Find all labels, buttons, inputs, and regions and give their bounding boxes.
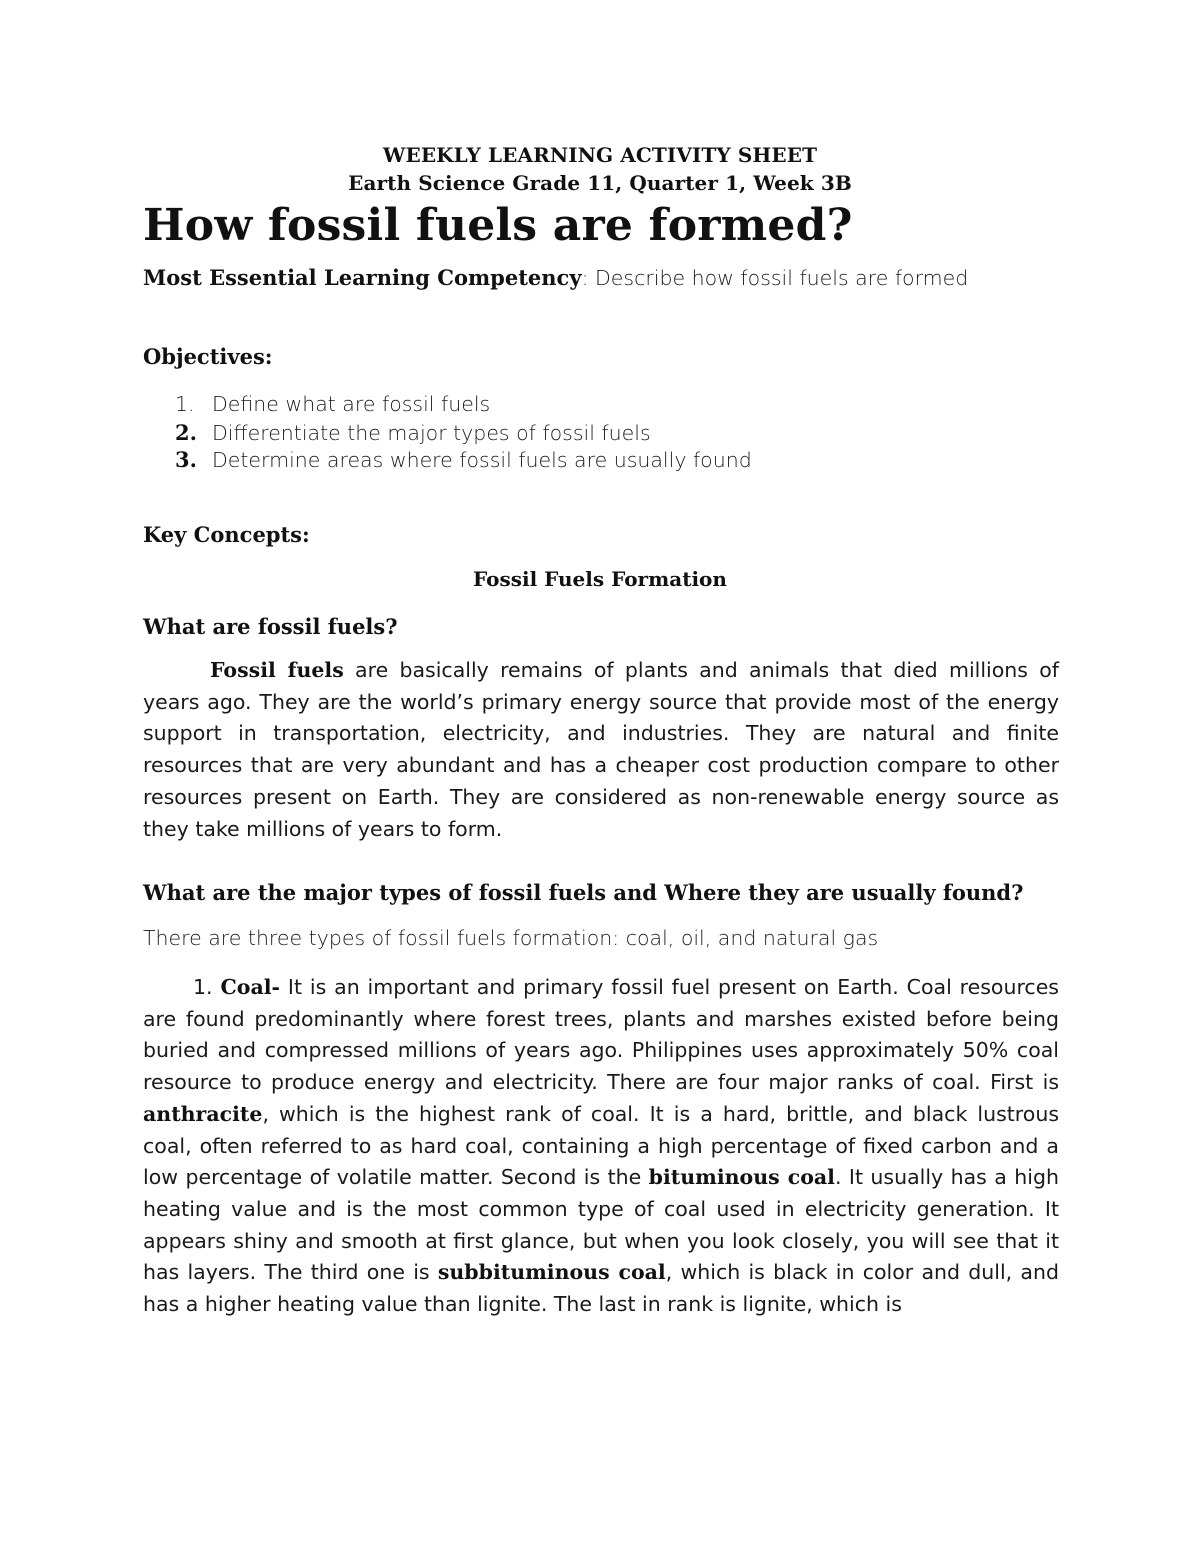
fossil-fuels-definition-paragraph xyxy=(143,655,1059,845)
objective-item xyxy=(175,392,490,416)
term-subbituminous: subbituminous coal xyxy=(437,1260,666,1285)
page-title: How fossil fuels are formed? xyxy=(143,200,853,251)
melc-label: Most Essential Learning Competency xyxy=(143,265,582,290)
objective-text: Determine areas where fossil fuels are usually found xyxy=(212,448,752,472)
section-title: Fossil Fuels Formation xyxy=(473,567,727,591)
term-fossil-fuels: Fossil fuels xyxy=(210,658,344,682)
coal-item-number: 1. xyxy=(193,975,213,999)
objective-number: 3. xyxy=(175,447,197,472)
key-concepts-heading: Key Concepts: xyxy=(143,522,310,547)
term-bituminous: bituminous coal xyxy=(648,1165,835,1190)
objective-item xyxy=(175,447,752,472)
types-heading: What are the major types of fossil fuels and Where they are usually found? xyxy=(143,880,1024,905)
objective-text: Define what are fossil fuels xyxy=(212,392,491,416)
objective-text: Differentiate the major types of fossil fuels xyxy=(212,421,651,445)
term-coal: Coal- xyxy=(220,975,281,999)
sheet-header-subtitle: Earth Science Grade 11, Quarter 1, Week 3B xyxy=(348,171,852,195)
objective-item xyxy=(175,420,651,445)
objectives-heading: Objectives: xyxy=(143,344,273,369)
melc-text: Describe how fossil fuels are formed xyxy=(595,266,969,290)
coal-text-4: , which is black in color and dull, and has a higher heating value than lignite. The last in rank is lignite, which is xyxy=(143,1260,1060,1317)
coal-text-3: . It usually has a high heating value and is the most common type of coal used in electricity generation. It appears shiny and smooth at first glance, but when you look closely, you will see that it has layers. The third one is xyxy=(143,1165,1059,1285)
melc-separator: : xyxy=(581,266,595,290)
coal-text-2: , which is the highest rank of coal. It is a hard, brittle, and black lustrous coal, often referred to as hard coal, containing a high percentage of fixed carbon and a low percentage of volatile matter. Second is the xyxy=(143,1101,1059,1190)
term-anthracite: anthracite xyxy=(143,1101,263,1126)
objective-number: 1. xyxy=(175,392,195,416)
types-intro: There are three types of fossil fuels formation: coal, oil, and natural gas xyxy=(143,926,879,950)
objective-number: 2. xyxy=(175,420,197,445)
definition-body: are basically remains of plants and animals that died millions of years ago. They are the world’s primary energy source that provide most of the energy support in transportation, electricity, and industries. They are natural and finite resources that are very abundant and has a cheaper cost production compare to other resources present on Earth. They are considered as non-renewable energy source as they take millions of years to form. xyxy=(143,658,1059,841)
coal-paragraph xyxy=(143,972,1059,1321)
sheet-header-title: WEEKLY LEARNING ACTIVITY SHEET xyxy=(382,143,818,167)
what-are-heading: What are fossil fuels? xyxy=(143,614,398,639)
melc-line xyxy=(143,265,968,290)
coal-text-1: It is an important and primary fossil fuel present on Earth. Coal resources are found predominantly where forest trees, plants and marshes existed before being buried and compressed millions of years ago. Philippines uses approximately 50% coal resource to produce energy and electricity. There are four major ranks of coal. First is xyxy=(143,975,1059,1095)
